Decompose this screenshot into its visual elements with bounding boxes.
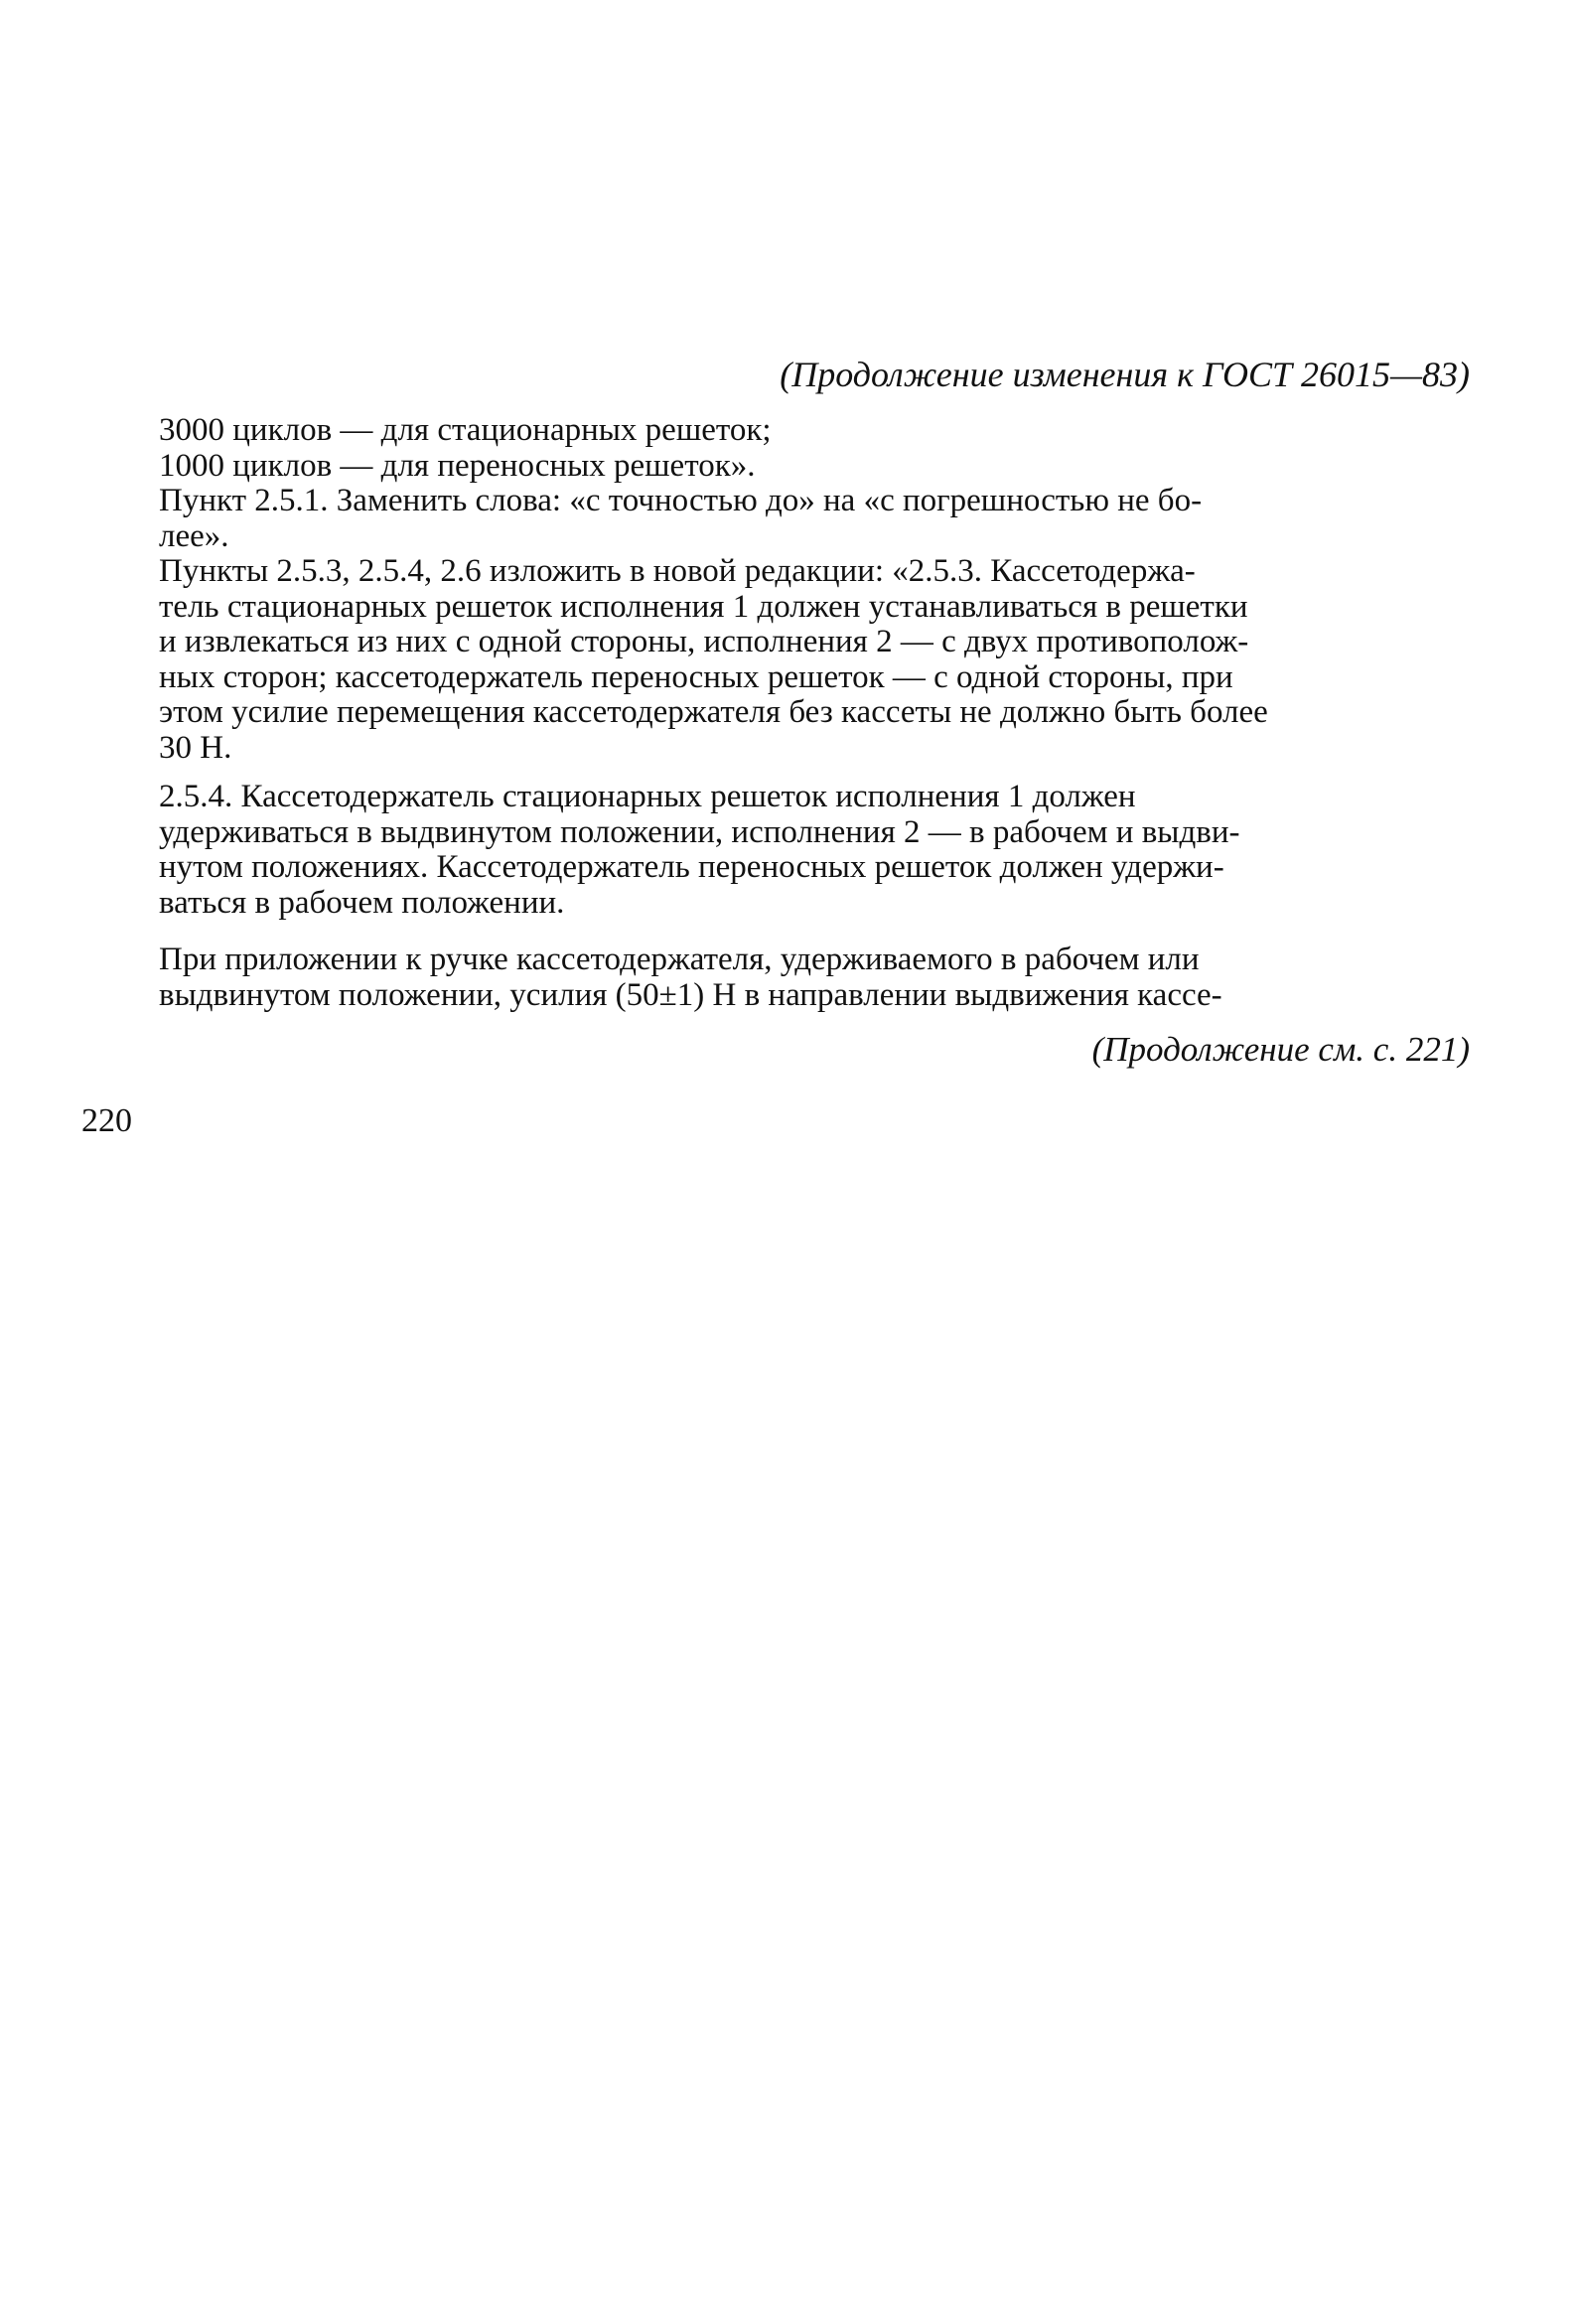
text-line: удерживаться в выдвинутом положении, исполнения 2 — в рабочем и выдви- bbox=[159, 813, 1240, 850]
text-line: тель стационарных решеток исполнения 1 должен устанавливаться в решетки bbox=[159, 588, 1248, 625]
clause-2-5-4-paragraph bbox=[159, 780, 1470, 921]
cycles-portable-line bbox=[159, 449, 1470, 485]
continuation-footer: (Продолжение см. с. 221) bbox=[1091, 1030, 1470, 1069]
text-line: ных сторон; кассетодержатель переносных решеток — с одной стороны, при bbox=[159, 658, 1233, 695]
text-line: Пункт 2.5.1. Заменить слова: «с точностью до» на «с погрешностью не бо- bbox=[159, 483, 1203, 518]
text-line: 3000 циклов — для стационарных решеток; bbox=[159, 412, 772, 448]
clauses-2-5-3-paragraph bbox=[159, 554, 1470, 766]
cycles-stationary-line bbox=[159, 413, 1470, 449]
document-page bbox=[81, 355, 1470, 1140]
text-line: этом усилие перемещения кассетодержателя без кассеты не должно быть более bbox=[159, 694, 1268, 730]
text-line: Пункты 2.5.3, 2.5.4, 2.6 изложить в новой редакции: «2.5.3. Кассетодержа- bbox=[159, 553, 1196, 589]
text-line: выдвинутом положении, усилия (50±1) Н в направлении выдвижения кассе- bbox=[159, 976, 1222, 1013]
text-line: 2.5.4. Кассетодержатель стационарных решеток исполнения 1 должен bbox=[159, 779, 1136, 814]
text-line: ваться в рабочем положении. bbox=[159, 884, 565, 921]
text-line: нутом положениях. Кассетодержатель переносных решеток должен удержи- bbox=[159, 849, 1224, 885]
clause-2-5-1-paragraph bbox=[159, 484, 1470, 554]
page-number: 220 bbox=[81, 1102, 132, 1139]
text-line: При приложении к ручке кассетодержателя, удерживаемого в рабочем или bbox=[159, 942, 1200, 977]
text-line: и извлекаться из них с одной стороны, исполнения 2 — с двух противополож- bbox=[159, 624, 1249, 659]
text-line: лее». bbox=[159, 517, 229, 554]
text-line: 1000 циклов — для переносных решеток». bbox=[159, 447, 756, 484]
handle-force-paragraph bbox=[159, 943, 1470, 1013]
continuation-header: (Продолжение изменения к ГОСТ 26015—83) bbox=[780, 355, 1470, 394]
text-line: 30 Н. bbox=[159, 729, 232, 766]
